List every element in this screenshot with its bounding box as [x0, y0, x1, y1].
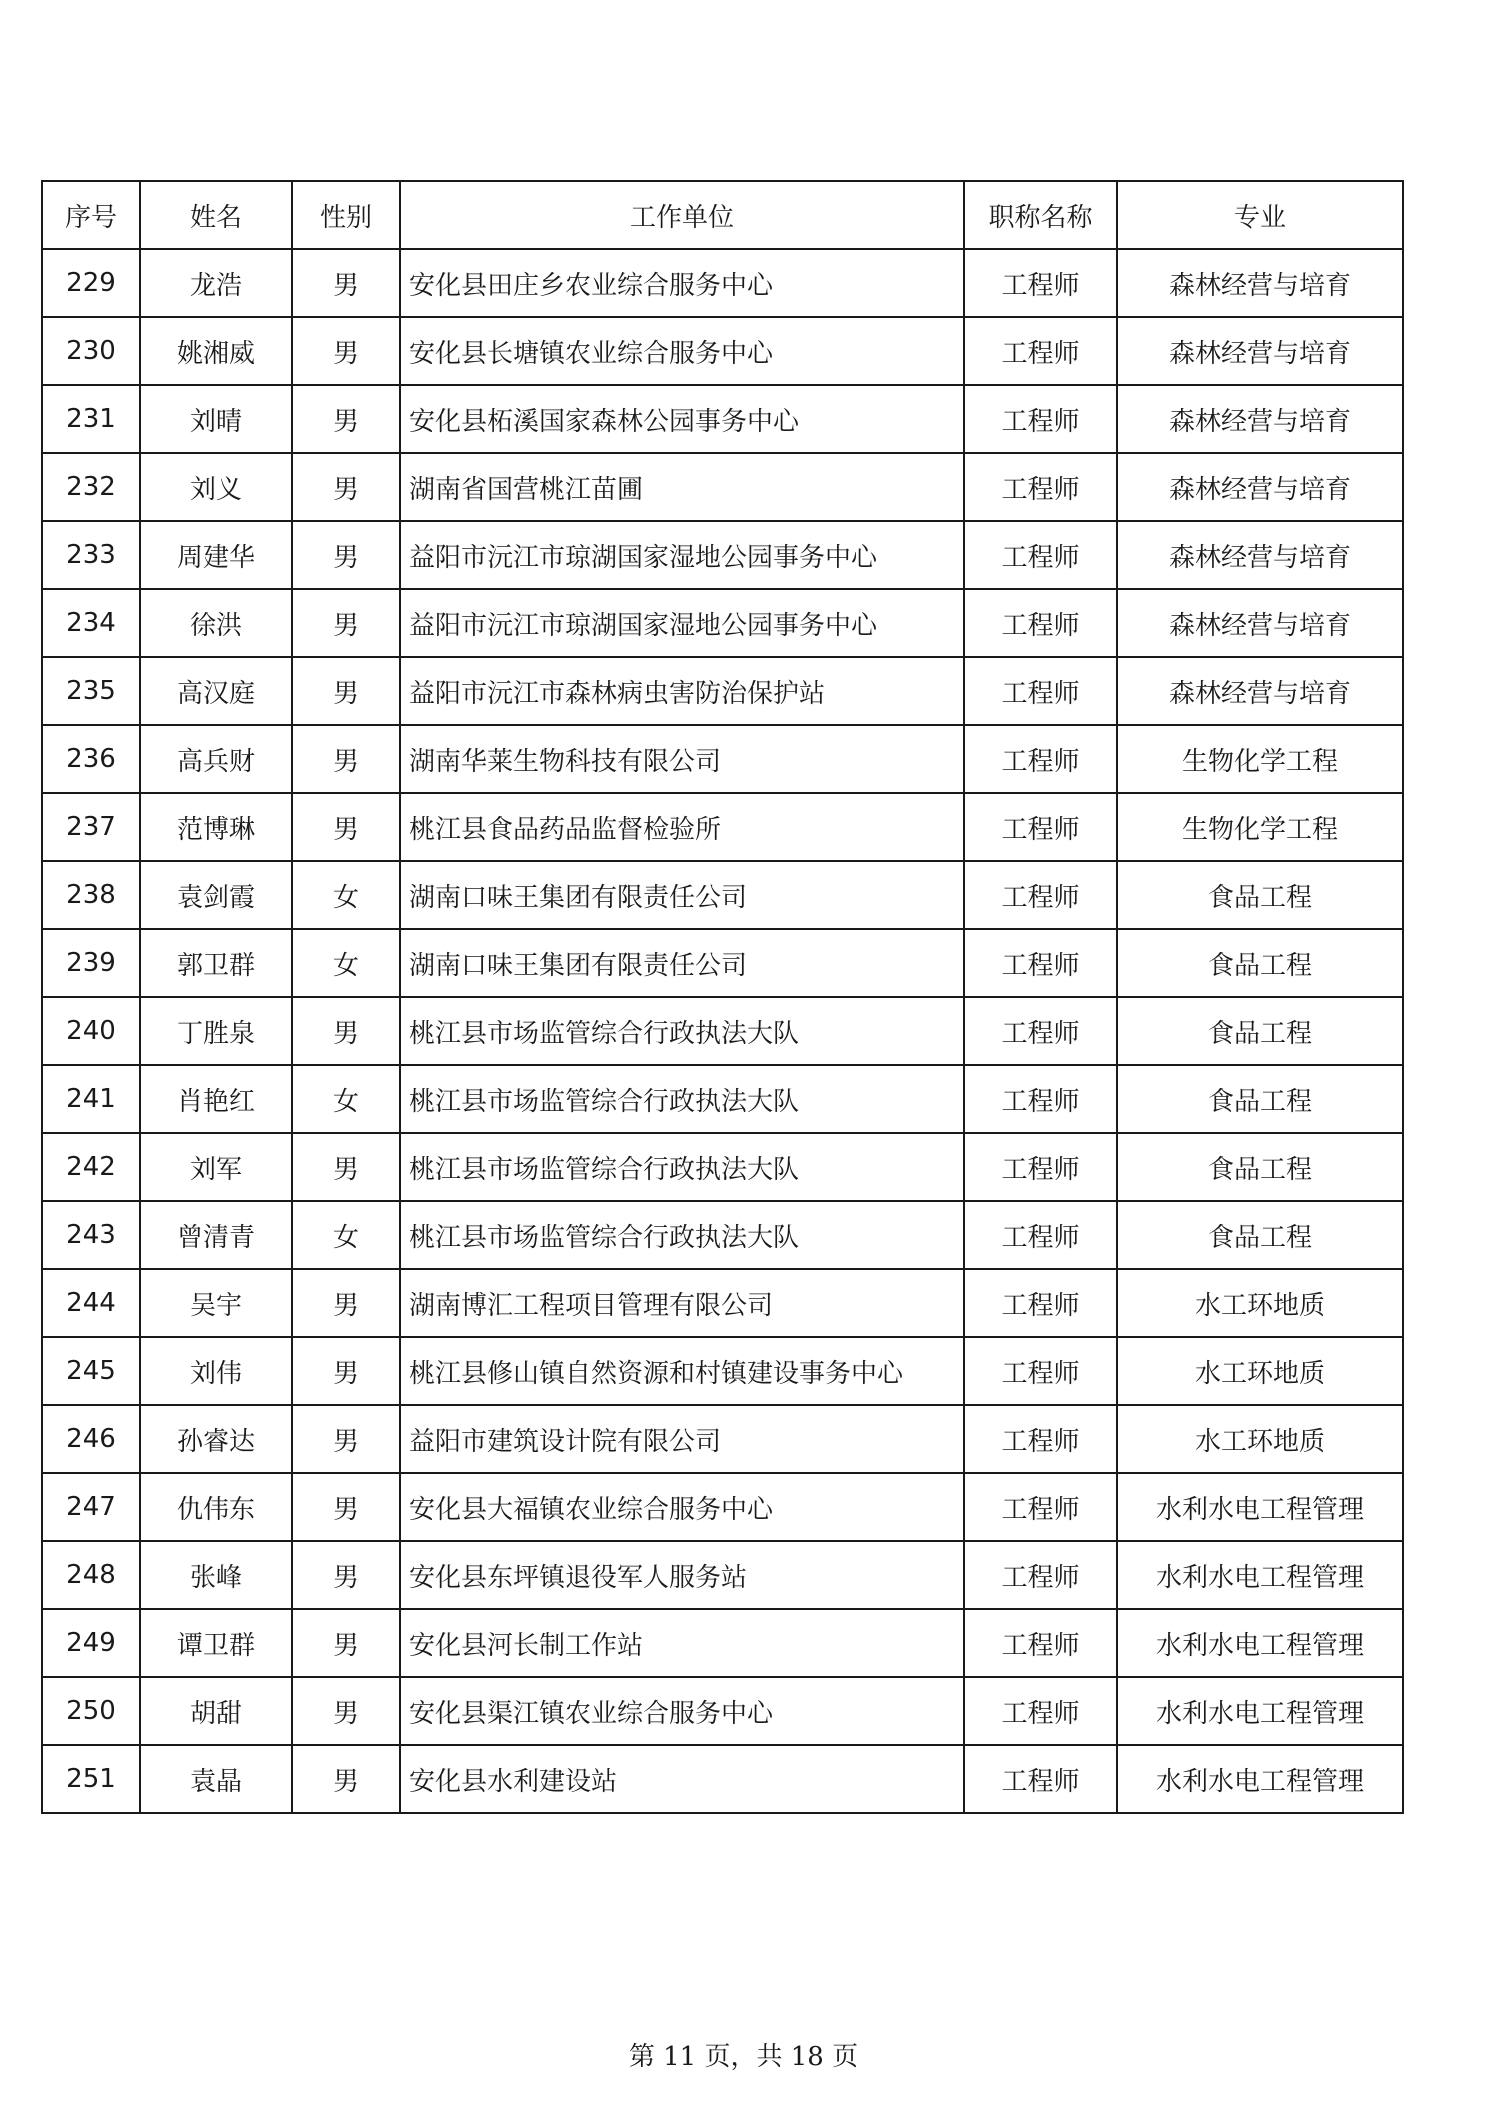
cell-work-unit: 安化县田庄乡农业综合服务中心: [400, 249, 964, 317]
cell-major: 森林经营与培育: [1117, 521, 1403, 589]
cell-index: 248: [42, 1541, 140, 1609]
cell-major: 森林经营与培育: [1117, 453, 1403, 521]
cell-index: 251: [42, 1745, 140, 1813]
cell-gender: 男: [292, 1269, 400, 1337]
cell-work-unit: 安化县长塘镇农业综合服务中心: [400, 317, 964, 385]
cell-title: 工程师: [964, 1405, 1117, 1473]
page-footer: 第 11 页，共 18 页: [628, 2042, 859, 2072]
cell-gender: 男: [292, 1609, 400, 1677]
table-row: [42, 1201, 1403, 1269]
cell-work-unit: 桃江县修山镇自然资源和村镇建设事务中心: [400, 1337, 964, 1405]
table-row: [42, 317, 1403, 385]
table-row: [42, 385, 1403, 453]
cell-major: 水利水电工程管理: [1117, 1541, 1403, 1609]
cell-index: 250: [42, 1677, 140, 1745]
cell-name: 刘义: [140, 453, 292, 521]
cell-index: 249: [42, 1609, 140, 1677]
cell-index: 230: [42, 317, 140, 385]
cell-name: 袁剑霞: [140, 861, 292, 929]
cell-major: 食品工程: [1117, 929, 1403, 997]
cell-work-unit: 益阳市沅江市森林病虫害防治保护站: [400, 657, 964, 725]
cell-title: 工程师: [964, 725, 1117, 793]
cell-major: 食品工程: [1117, 997, 1403, 1065]
table-row: [42, 1405, 1403, 1473]
cell-name: 刘伟: [140, 1337, 292, 1405]
table-row: [42, 861, 1403, 929]
table-row: [42, 929, 1403, 997]
header-major: 专业: [1117, 181, 1403, 249]
cell-work-unit: 安化县渠江镇农业综合服务中心: [400, 1677, 964, 1745]
table-row: [42, 657, 1403, 725]
table-row: [42, 521, 1403, 589]
cell-work-unit: 安化县柘溪国家森林公园事务中心: [400, 385, 964, 453]
cell-work-unit: 桃江县市场监管综合行政执法大队: [400, 1201, 964, 1269]
cell-title: 工程师: [964, 1133, 1117, 1201]
cell-name: 孙睿达: [140, 1405, 292, 1473]
cell-index: 247: [42, 1473, 140, 1541]
cell-name: 张峰: [140, 1541, 292, 1609]
header-index: 序号: [42, 181, 140, 249]
cell-name: 肖艳红: [140, 1065, 292, 1133]
cell-work-unit: 安化县东坪镇退役军人服务站: [400, 1541, 964, 1609]
cell-name: 周建华: [140, 521, 292, 589]
cell-gender: 男: [292, 1337, 400, 1405]
cell-name: 吴宇: [140, 1269, 292, 1337]
cell-gender: 男: [292, 385, 400, 453]
table-row: [42, 1745, 1403, 1813]
header-work-unit: 工作单位: [400, 181, 964, 249]
cell-index: 233: [42, 521, 140, 589]
cell-index: 231: [42, 385, 140, 453]
cell-name: 高汉庭: [140, 657, 292, 725]
cell-title: 工程师: [964, 1337, 1117, 1405]
cell-gender: 女: [292, 861, 400, 929]
cell-name: 范博琳: [140, 793, 292, 861]
cell-title: 工程师: [964, 1473, 1117, 1541]
cell-major: 食品工程: [1117, 1133, 1403, 1201]
table-header-row: [42, 181, 1403, 249]
cell-index: 237: [42, 793, 140, 861]
table-body: [42, 249, 1403, 1813]
cell-index: 243: [42, 1201, 140, 1269]
cell-gender: 男: [292, 657, 400, 725]
table-row: [42, 1133, 1403, 1201]
table-row: [42, 1065, 1403, 1133]
cell-index: 244: [42, 1269, 140, 1337]
header-gender: 性别: [292, 181, 400, 249]
cell-major: 水工环地质: [1117, 1269, 1403, 1337]
cell-gender: 男: [292, 1541, 400, 1609]
cell-major: 水利水电工程管理: [1117, 1473, 1403, 1541]
cell-title: 工程师: [964, 1609, 1117, 1677]
cell-index: 229: [42, 249, 140, 317]
cell-major: 生物化学工程: [1117, 793, 1403, 861]
cell-gender: 女: [292, 1065, 400, 1133]
cell-title: 工程师: [964, 1677, 1117, 1745]
table-row: [42, 725, 1403, 793]
cell-work-unit: 桃江县市场监管综合行政执法大队: [400, 1133, 964, 1201]
table-row: [42, 1473, 1403, 1541]
cell-work-unit: 桃江县食品药品监督检验所: [400, 793, 964, 861]
table-row: [42, 589, 1403, 657]
cell-gender: 男: [292, 317, 400, 385]
cell-name: 高兵财: [140, 725, 292, 793]
cell-title: 工程师: [964, 793, 1117, 861]
cell-work-unit: 安化县大福镇农业综合服务中心: [400, 1473, 964, 1541]
cell-work-unit: 湖南华莱生物科技有限公司: [400, 725, 964, 793]
table-row: [42, 1677, 1403, 1745]
cell-work-unit: 桃江县市场监管综合行政执法大队: [400, 997, 964, 1065]
cell-major: 食品工程: [1117, 1201, 1403, 1269]
cell-title: 工程师: [964, 929, 1117, 997]
cell-title: 工程师: [964, 453, 1117, 521]
cell-index: 240: [42, 997, 140, 1065]
cell-index: 232: [42, 453, 140, 521]
cell-index: 238: [42, 861, 140, 929]
cell-index: 246: [42, 1405, 140, 1473]
cell-major: 水利水电工程管理: [1117, 1677, 1403, 1745]
cell-name: 袁晶: [140, 1745, 292, 1813]
cell-name: 仇伟东: [140, 1473, 292, 1541]
cell-gender: 男: [292, 1745, 400, 1813]
cell-name: 龙浩: [140, 249, 292, 317]
cell-title: 工程师: [964, 385, 1117, 453]
table-row: [42, 1609, 1403, 1677]
cell-title: 工程师: [964, 589, 1117, 657]
cell-major: 生物化学工程: [1117, 725, 1403, 793]
cell-major: 水利水电工程管理: [1117, 1609, 1403, 1677]
table-row: [42, 1269, 1403, 1337]
table-row: [42, 249, 1403, 317]
cell-gender: 男: [292, 453, 400, 521]
cell-major: 森林经营与培育: [1117, 317, 1403, 385]
cell-major: 水利水电工程管理: [1117, 1745, 1403, 1813]
cell-gender: 男: [292, 1677, 400, 1745]
cell-work-unit: 益阳市建筑设计院有限公司: [400, 1405, 964, 1473]
cell-gender: 男: [292, 1405, 400, 1473]
cell-title: 工程师: [964, 521, 1117, 589]
cell-gender: 男: [292, 793, 400, 861]
cell-work-unit: 桃江县市场监管综合行政执法大队: [400, 1065, 964, 1133]
cell-index: 241: [42, 1065, 140, 1133]
cell-title: 工程师: [964, 1269, 1117, 1337]
cell-index: 239: [42, 929, 140, 997]
cell-work-unit: 安化县河长制工作站: [400, 1609, 964, 1677]
cell-title: 工程师: [964, 1745, 1117, 1813]
cell-name: 曾清青: [140, 1201, 292, 1269]
header-name: 姓名: [140, 181, 292, 249]
table-row: [42, 453, 1403, 521]
cell-title: 工程师: [964, 1201, 1117, 1269]
cell-index: 235: [42, 657, 140, 725]
cell-work-unit: 湖南口味王集团有限责任公司: [400, 929, 964, 997]
cell-gender: 男: [292, 521, 400, 589]
cell-index: 236: [42, 725, 140, 793]
cell-gender: 女: [292, 1201, 400, 1269]
cell-title: 工程师: [964, 249, 1117, 317]
cell-title: 工程师: [964, 861, 1117, 929]
cell-gender: 女: [292, 929, 400, 997]
cell-major: 森林经营与培育: [1117, 589, 1403, 657]
cell-name: 郭卫群: [140, 929, 292, 997]
cell-major: 食品工程: [1117, 861, 1403, 929]
cell-title: 工程师: [964, 657, 1117, 725]
cell-gender: 男: [292, 997, 400, 1065]
cell-name: 刘晴: [140, 385, 292, 453]
table-row: [42, 1337, 1403, 1405]
cell-major: 水工环地质: [1117, 1405, 1403, 1473]
cell-title: 工程师: [964, 1065, 1117, 1133]
cell-major: 食品工程: [1117, 1065, 1403, 1133]
cell-major: 森林经营与培育: [1117, 657, 1403, 725]
cell-name: 姚湘威: [140, 317, 292, 385]
cell-work-unit: 益阳市沅江市琼湖国家湿地公园事务中心: [400, 589, 964, 657]
table-row: [42, 997, 1403, 1065]
cell-name: 徐洪: [140, 589, 292, 657]
cell-work-unit: 湖南省国营桃江苗圃: [400, 453, 964, 521]
header-title: 职称名称: [964, 181, 1117, 249]
table-row: [42, 793, 1403, 861]
cell-gender: 男: [292, 1133, 400, 1201]
cell-index: 242: [42, 1133, 140, 1201]
cell-name: 谭卫群: [140, 1609, 292, 1677]
cell-index: 234: [42, 589, 140, 657]
cell-major: 森林经营与培育: [1117, 385, 1403, 453]
cell-name: 刘军: [140, 1133, 292, 1201]
cell-work-unit: 湖南口味王集团有限责任公司: [400, 861, 964, 929]
cell-gender: 男: [292, 725, 400, 793]
cell-gender: 男: [292, 589, 400, 657]
cell-work-unit: 益阳市沅江市琼湖国家湿地公园事务中心: [400, 521, 964, 589]
cell-title: 工程师: [964, 317, 1117, 385]
table-row: [42, 1541, 1403, 1609]
cell-title: 工程师: [964, 1541, 1117, 1609]
cell-work-unit: 安化县水利建设站: [400, 1745, 964, 1813]
cell-major: 水工环地质: [1117, 1337, 1403, 1405]
personnel-table: [41, 180, 1404, 1814]
cell-major: 森林经营与培育: [1117, 249, 1403, 317]
cell-title: 工程师: [964, 997, 1117, 1065]
cell-index: 245: [42, 1337, 140, 1405]
cell-work-unit: 湖南博汇工程项目管理有限公司: [400, 1269, 964, 1337]
cell-gender: 男: [292, 249, 400, 317]
cell-gender: 男: [292, 1473, 400, 1541]
cell-name: 胡甜: [140, 1677, 292, 1745]
cell-name: 丁胜泉: [140, 997, 292, 1065]
